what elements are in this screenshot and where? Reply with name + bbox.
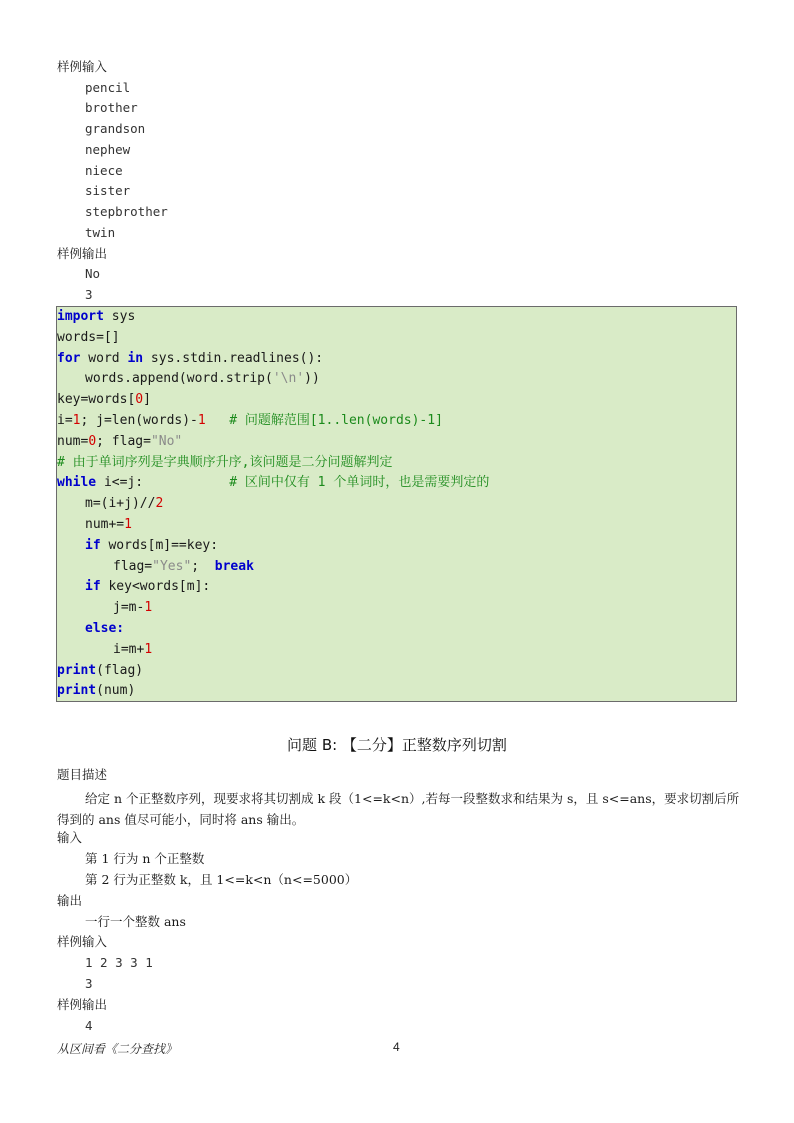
- sample-input-line: 3: [85, 976, 93, 991]
- code-text: num=: [57, 433, 89, 449]
- code-line: [57, 411, 443, 432]
- problem-desc-label: 题目描述: [57, 767, 108, 782]
- code-text: key<words[m]:: [100, 579, 211, 595]
- code-line: [57, 494, 163, 515]
- code-comment: # 由于单词序列是字典顺序升序,该问题是二分问题解判定: [57, 454, 393, 470]
- code-string: "Yes": [152, 558, 192, 574]
- sample-input-word: niece: [85, 163, 123, 178]
- code-text: m=(i+j)//: [85, 496, 156, 512]
- code-keyword: print: [57, 683, 97, 699]
- sample-input-word: twin: [85, 225, 116, 240]
- code-text: flag=: [113, 558, 153, 574]
- code-text: key=words[: [57, 392, 136, 408]
- code-line: [57, 349, 323, 370]
- code-text: ; flag=: [96, 433, 151, 449]
- code-line: [57, 619, 124, 640]
- code-keyword: print: [57, 662, 97, 678]
- page-number: 4: [393, 1040, 400, 1054]
- code-string: "No": [150, 433, 183, 449]
- code-line: [57, 432, 182, 453]
- sample-input-word: nephew: [85, 142, 131, 157]
- code-number: 2: [155, 496, 164, 512]
- sample-input-label: 样例输入: [57, 934, 108, 949]
- sample-input-line: 1 2 3 3 1: [85, 955, 153, 970]
- sample-output-line: 4: [85, 1018, 93, 1033]
- code-block: [56, 306, 737, 702]
- code-number: 1: [144, 641, 153, 657]
- sample-input-word: stepbrother: [85, 204, 168, 219]
- problem-desc-text: 给定 n 个正整数序列，现要求将其切割成 k 段（1<=k<n）,若每一段整数求和结果为 s，且 s<=ans，要求切割后所得到的 ans 值尽可能小，同时将 ans 输出。: [57, 791, 740, 827]
- code-text: i=m+: [113, 641, 145, 657]
- sample-output-label: 样例输出: [57, 246, 108, 261]
- input-line: 第 1 行为 n 个正整数: [85, 851, 205, 866]
- code-number: 1: [72, 413, 81, 428]
- code-text: sys.stdin.readlines():: [143, 350, 324, 366]
- output-label: 输出: [57, 893, 83, 908]
- code-number: 1: [124, 517, 132, 532]
- code-line: [57, 515, 132, 536]
- code-comment: # 问题解范围[1..len(words)-1]: [205, 413, 443, 428]
- code-keyword: while: [57, 475, 97, 491]
- code-keyword: for: [57, 350, 81, 366]
- code-text: words.append(word.strip(: [85, 371, 273, 387]
- code-number: 1: [144, 600, 153, 616]
- input-label: 输入: [57, 830, 83, 845]
- output-line: 一行一个整数 ans: [85, 914, 186, 929]
- code-text: num+=: [85, 517, 125, 532]
- code-line: [57, 661, 143, 682]
- code-keyword: break: [214, 558, 254, 574]
- code-keyword: if: [85, 579, 101, 595]
- sample-output-value: 3: [85, 287, 93, 302]
- sample-output-value: No: [85, 266, 101, 281]
- code-number: 1: [197, 413, 206, 428]
- code-number: 0: [135, 392, 144, 408]
- input-line: 第 2 行为正整数 k，且 1<=k<n（n<=5000）: [85, 872, 358, 887]
- code-keyword: in: [127, 350, 144, 366]
- sample-input-word: pencil: [85, 80, 131, 95]
- code-comment: # 区间中仅有 1 个单词时，也是需要判定的: [143, 475, 490, 491]
- code-text: i<=j:: [96, 475, 144, 491]
- code-text: j=m-: [113, 600, 145, 616]
- code-keyword: else:: [85, 621, 125, 636]
- sample-output-label: 样例输出: [57, 997, 108, 1012]
- code-text: words[m]==key:: [100, 537, 219, 553]
- problem-b-title: 问题 B: 【二分】正整数序列切割: [287, 736, 507, 754]
- code-number: 0: [88, 433, 97, 449]
- code-line: [57, 369, 320, 390]
- code-text: ;: [191, 558, 215, 574]
- code-text: words=[]: [57, 329, 120, 345]
- code-text: ; j=len(words)-: [80, 413, 198, 428]
- sample-input-word: sister: [85, 183, 131, 198]
- code-text: i=: [57, 413, 73, 428]
- code-keyword: import: [57, 309, 104, 324]
- code-line: [57, 681, 135, 702]
- sample-input-word: grandson: [85, 121, 146, 136]
- code-string: '\n': [272, 371, 305, 387]
- code-line: [57, 598, 152, 619]
- code-text: sys: [103, 309, 136, 324]
- code-keyword: if: [85, 537, 101, 553]
- code-line: [57, 577, 210, 598]
- code-line: [57, 473, 489, 494]
- code-line: [57, 536, 218, 557]
- code-line: [57, 307, 135, 328]
- sample-input-word: brother: [85, 100, 138, 115]
- code-text: )): [304, 371, 320, 387]
- sample-input-label: 样例输入: [57, 59, 108, 74]
- code-text: word: [80, 350, 128, 366]
- code-line: [57, 390, 151, 411]
- code-line: [57, 328, 120, 349]
- code-text: (flag): [96, 662, 144, 678]
- code-text: (num): [96, 683, 136, 699]
- code-line: [57, 453, 392, 474]
- code-text: ]: [143, 392, 151, 408]
- code-line: [57, 557, 254, 578]
- code-line: [57, 640, 152, 661]
- footer-title: 从区间看《二分查找》: [57, 1042, 178, 1056]
